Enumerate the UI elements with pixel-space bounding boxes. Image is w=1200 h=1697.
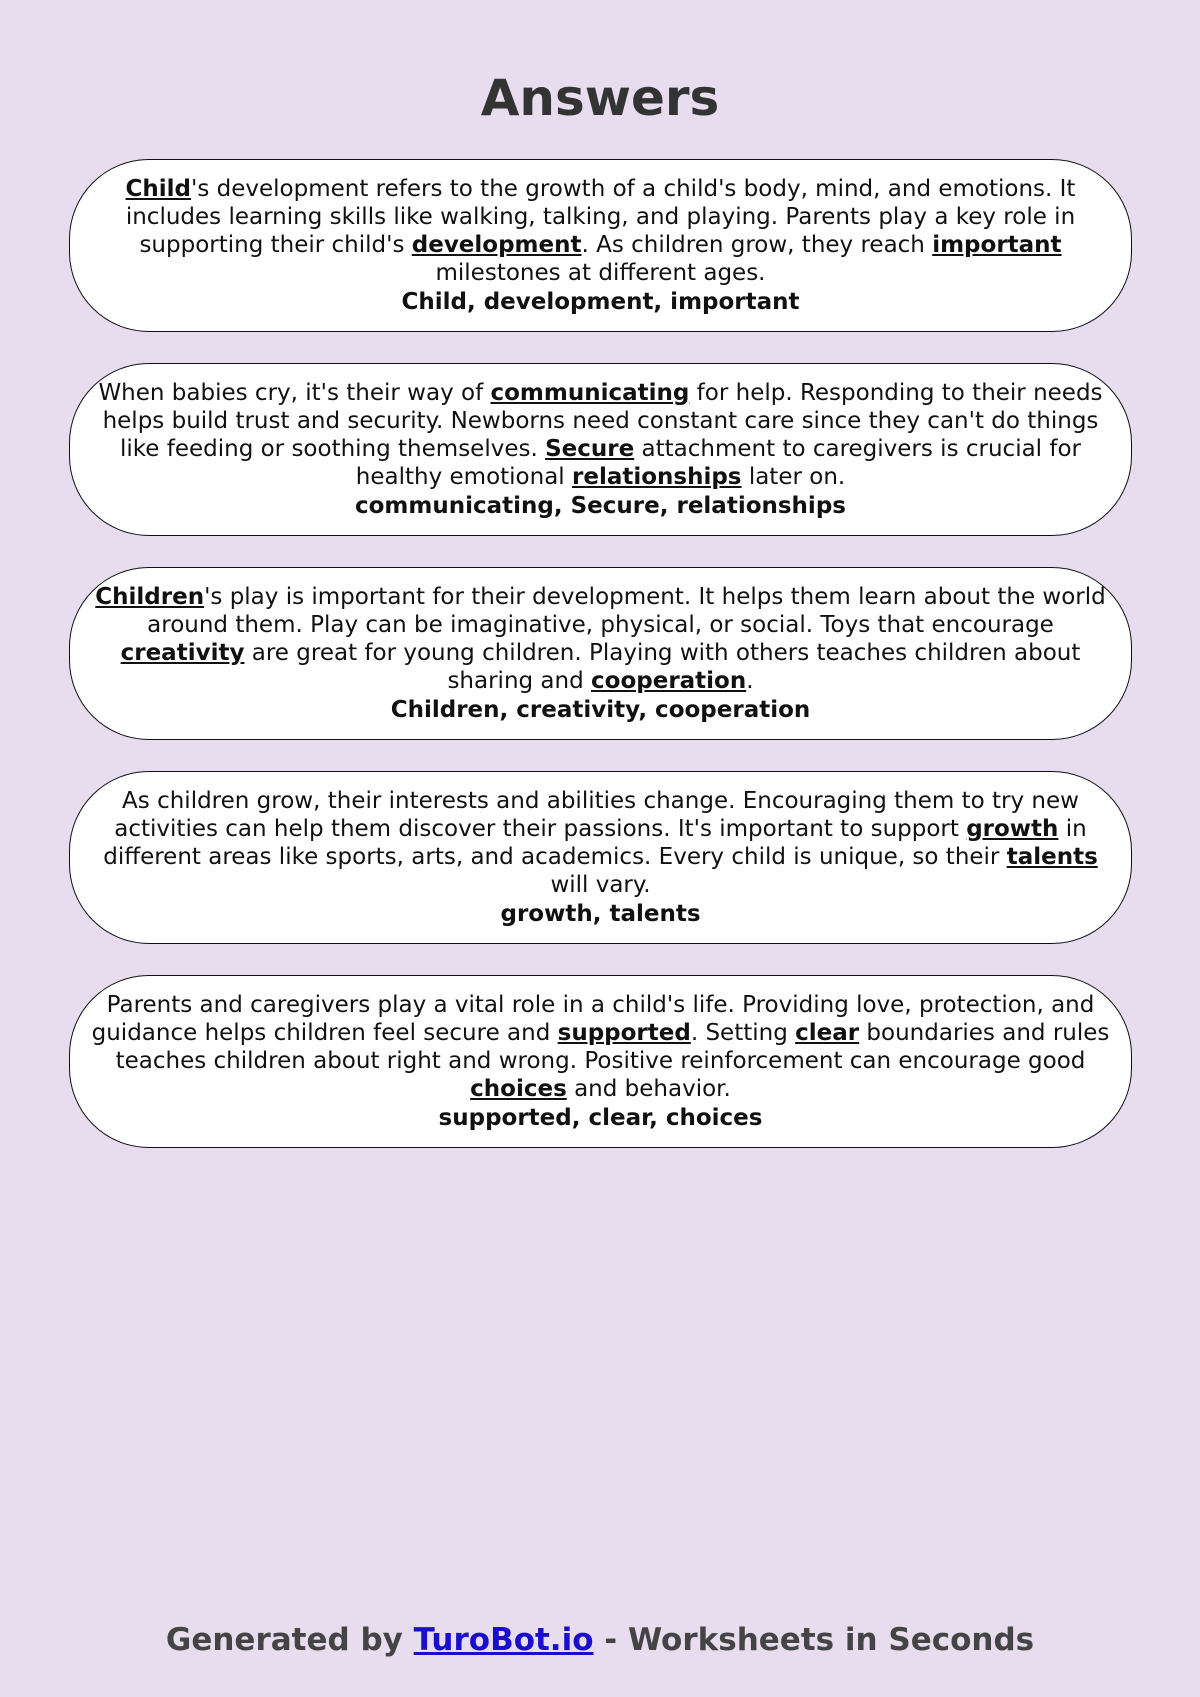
passage-segment: When babies cry, it's their way of bbox=[98, 379, 491, 406]
passage-text bbox=[84, 379, 1117, 491]
filled-blank: clear bbox=[795, 1019, 860, 1046]
passage-segment: . As children grow, they reach bbox=[581, 231, 933, 258]
passage-segment: will vary. bbox=[550, 871, 651, 898]
answer-key: supported, clear, choices bbox=[438, 1104, 763, 1131]
filled-blank: talents bbox=[1006, 843, 1098, 870]
passage-text bbox=[84, 583, 1117, 695]
passage-segment: As children grow, their interests and abilities change. Encouraging them to try new activities can help them discover their passions. It's important to support bbox=[114, 787, 1079, 842]
footer-prefix: Generated by bbox=[165, 1622, 414, 1658]
answer-key: growth, talents bbox=[500, 900, 701, 927]
filled-blank: growth bbox=[966, 815, 1059, 842]
answer-card bbox=[69, 159, 1132, 332]
passage-segment: attachment to caregivers is crucial for healthy emotional bbox=[355, 435, 1082, 490]
filled-blank: creativity bbox=[120, 639, 245, 666]
turobot-link[interactable]: TuroBot.io bbox=[413, 1622, 594, 1658]
passage-segment: boundaries and rules teaches children about right and wrong. Positive reinforcement can encourage good bbox=[115, 1019, 1110, 1074]
footer-suffix: - Worksheets in Seconds bbox=[593, 1622, 1035, 1658]
passage-segment: Parents and caregivers play a vital role in a child's life. Providing love, protection, and guidance helps children feel secure and bbox=[91, 991, 1095, 1046]
answer-card bbox=[69, 363, 1132, 536]
answer-key: Child, development, important bbox=[401, 288, 800, 315]
filled-blank: cooperation bbox=[591, 667, 747, 694]
passage-segment: in different areas like sports, arts, and academics. Every child is unique, so their bbox=[103, 815, 1087, 870]
filled-blank: supported bbox=[557, 1019, 691, 1046]
answer-card bbox=[69, 567, 1132, 740]
passage-segment: 's play is important for their development. It helps them learn about the world around them. Play can be imaginative, physical, or social. Toys that encourage bbox=[147, 583, 1106, 638]
page-title: Answers bbox=[480, 69, 720, 127]
filled-blank: development bbox=[411, 231, 582, 258]
answer-key: communicating, Secure, relationships bbox=[355, 492, 846, 519]
footer bbox=[0, 1620, 1200, 1660]
answer-key: Children, creativity, cooperation bbox=[390, 696, 811, 723]
filled-blank: Secure bbox=[545, 435, 635, 462]
answer-card bbox=[69, 771, 1132, 944]
filled-blank: Children bbox=[95, 583, 205, 610]
filled-blank: choices bbox=[470, 1075, 567, 1102]
answer-cards bbox=[69, 159, 1132, 1179]
filled-blank: relationships bbox=[572, 463, 742, 490]
passage-segment: and behavior. bbox=[566, 1075, 731, 1102]
passage-text bbox=[84, 787, 1117, 899]
passage-segment: . Setting bbox=[690, 1019, 796, 1046]
passage-segment: 's development refers to the growth of a child's body, mind, and emotions. It includes learning skills like walking, talking, and playing. Parents play a key role in supporting their child's bbox=[125, 175, 1076, 258]
passage-text bbox=[84, 175, 1117, 287]
filled-blank: important bbox=[932, 231, 1062, 258]
answer-card bbox=[69, 975, 1132, 1148]
passage-segment: milestones at different ages. bbox=[435, 259, 766, 286]
filled-blank: communicating bbox=[490, 379, 690, 406]
passage-segment: for help. Responding to their needs helps build trust and security. Newborns need constant care since they can't do things like feeding or soothing themselves. bbox=[102, 379, 1103, 462]
filled-blank: Child bbox=[125, 175, 192, 202]
passage-text bbox=[84, 991, 1117, 1103]
passage-segment: . bbox=[746, 667, 754, 694]
passage-segment: later on. bbox=[741, 463, 846, 490]
passage-segment: are great for young children. Playing with others teaches children about sharing and bbox=[244, 639, 1081, 694]
